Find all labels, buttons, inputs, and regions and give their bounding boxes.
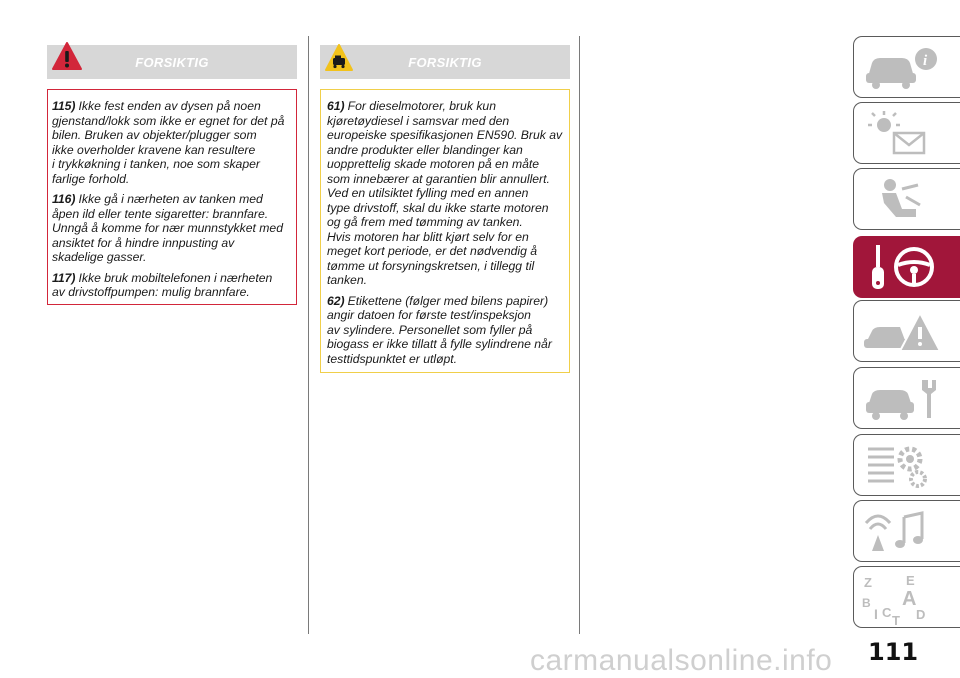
tab-car-info[interactable] — [853, 36, 960, 98]
svg-text:I: I — [874, 606, 878, 622]
column-divider-left — [308, 36, 309, 634]
car-warning-triangle-icon — [862, 307, 952, 357]
tab-starting-driving[interactable] — [853, 236, 960, 298]
tab-multimedia[interactable] — [853, 500, 960, 562]
svg-text:D: D — [916, 607, 926, 622]
column-divider-right — [579, 36, 580, 634]
item-number: 61) — [327, 99, 345, 113]
item-text: Ikke gå i nærheten av tanken med åpen ild eller tente sigaretter: brannfare. Unngå å komme for nær munnstykket med ansiktet for å hindre innpusting av skadelige gasser. — [52, 192, 283, 264]
alphabetical-index-icon — [862, 573, 952, 625]
page-number: 111 — [868, 638, 919, 666]
caution-box-content — [320, 89, 570, 373]
technical-data-gear-icon — [862, 441, 952, 491]
svg-text:T: T — [892, 613, 900, 625]
item-number: 116) — [52, 192, 76, 206]
warning-item — [52, 192, 290, 265]
multimedia-music-icon — [862, 507, 952, 557]
svg-text:Z: Z — [864, 575, 872, 590]
svg-text:C: C — [882, 605, 892, 620]
caution-box-title: FORSIKTIG — [408, 55, 482, 70]
watermark: carmanualsonline.info — [530, 644, 833, 677]
tab-safety[interactable] — [853, 168, 960, 230]
warning-box-title: FORSIKTIG — [135, 55, 209, 70]
svg-text:E: E — [906, 573, 915, 588]
item-text: Ikke fest enden av dysen på noen gjenstand/lokk som ikke er egnet for det på bilen. Bruken av objekter/plugger som ikke overholder kravene kan resultere i trykkøkning i tanken, noe som skaper farlige forhold. — [52, 99, 285, 186]
item-text: Etikettene (følger med bilens papirer) angir datoen for første test/inspeksjon av sylindere. Personellet som fyller på biogass er ikke tillatt å fylle sylindrene når testtidspunktet er utløpt. — [327, 293, 552, 366]
tab-dashboard[interactable] — [853, 102, 960, 164]
tab-emergency[interactable] — [853, 300, 960, 362]
warning-item — [52, 271, 290, 300]
seat-airbag-icon — [862, 175, 952, 225]
svg-text:i: i — [923, 53, 928, 69]
caution-item — [327, 99, 563, 288]
warning-box-content — [47, 89, 297, 305]
caution-box-header — [320, 45, 570, 79]
item-number: 115) — [52, 99, 76, 113]
tab-technical-data[interactable] — [853, 434, 960, 496]
item-text: For dieselmotorer, bruk kun kjøretøydiesel i samsvar med den europeiske spesifikasjonen EN590. Bruk av andre produkter eller blandinger kan uopprettelig skade motoren på en måte som innebærer at garantien blir annullert. Ved en utilsiktet fylling med en annen type drivstoff, skal du ikke starte motoren og gå frem med tømming av tanken. Hvis motoren har blitt kjørt selv for en meget kort periode, er det nødvendig å tømme ut forsyningskretsen, i tillegg til tanken. — [327, 99, 563, 287]
item-number: 62) — [327, 293, 345, 308]
caution-item — [327, 294, 563, 367]
svg-text:B: B — [862, 596, 871, 610]
car-wrench-icon — [862, 374, 952, 424]
svg-text:A: A — [902, 588, 917, 610]
key-steering-wheel-icon — [862, 243, 952, 293]
warning-item — [52, 99, 290, 186]
item-text: Ikke bruk mobiltelefonen i nærheten av drivstoffpumpen: mulig brannfare. — [52, 270, 273, 299]
car-info-icon — [862, 43, 952, 93]
warning-box-header — [47, 45, 297, 79]
tab-index[interactable] — [853, 566, 960, 628]
item-number: 117) — [52, 270, 76, 285]
dashboard-lights-message-icon — [862, 109, 952, 159]
tab-maintenance[interactable] — [853, 367, 960, 429]
